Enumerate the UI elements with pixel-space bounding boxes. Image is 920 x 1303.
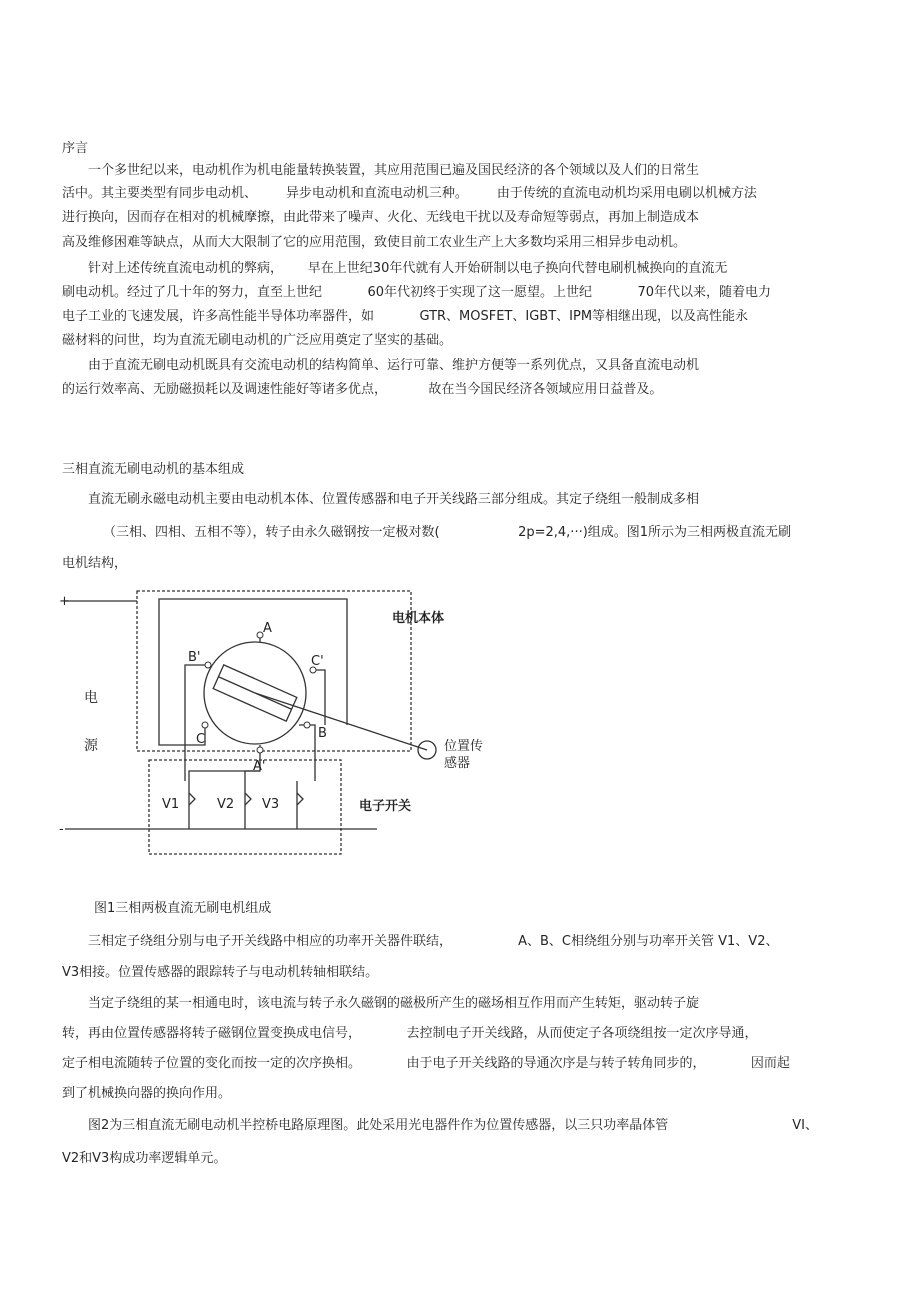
sensor-label-line1: 位置传 [444,739,484,754]
text-line: 定子相电流随转子位置的变化而按一定的次序换相。 由于电子开关线路的导通次序是与转子转角同步的， 因而起 [62,1056,790,1071]
power-label-bottom: 源 [84,738,98,754]
text-line: 针对上述传统直流电动机的弊病， 早在上世纪30年代就有人开始研制以电子换向代替电刷机械换向的直流无 [88,261,728,276]
text-line: 电子工业的飞速发展，许多高性能半导体功率器件，如 GTR、MOSFET、IGBT、IPM等相继出现，以及高性能永 [62,309,749,324]
motor-body-label: 电机本体 [392,611,445,626]
text-line: 磁材料的问世，均为直流无刷电动机的广泛应用奠定了坚实的基础。 [62,333,453,348]
text-line: 进行换向，因而存在相对的机械摩擦，由此带来了噪声、火化、无线电干扰以及寿命短等弱点，再加上制造成本 [62,210,700,225]
text-line: 到了机械换向器的换向作用。 [62,1086,232,1101]
node-a-prime-label: A' [253,759,266,774]
text-line: 由于直流无刷电动机既具有交流电动机的结构简单、运行可靠、维护方便等一系列优点，又具备直流电动机 [88,358,700,373]
minus-label: - [59,822,64,837]
figure-caption: 图1三相两极直流无刷电机组成 [94,901,272,916]
text-line: 一个多世纪以来，电动机作为机电能量转换装置，其应用范围已遍及国民经济的各个领域以及人们的日常生 [88,163,700,178]
preface-heading: 序言 [62,141,89,156]
text-line: 直流无刷永磁电动机主要由电动机本体、位置传感器和电子开关线路三部分组成。其定子绕组一般制成多相 [88,492,700,507]
text-line: V2和V3构成功率逻辑单元。 [62,1151,227,1166]
plus-label: + [59,594,70,609]
node-c-prime-label: C' [311,654,324,669]
motor-diagram [55,585,505,860]
text-line: 电机结构， [62,556,128,571]
text-line: 三相定子绕组分别与电子开关线路中相应的功率开关器件联结， A、B、C相绕组分别与功率开关管 V1、V2、 [88,934,779,949]
power-label-top: 电 [84,690,98,706]
sensor-shaft [255,693,427,750]
text-line: V3相接。位置传感器的跟踪转子与电动机转轴相联结。 [62,965,379,980]
motor-body-box [137,591,411,751]
text-line: 转，再由位置传感器将转子磁钢位置变换成电信号， 去控制电子开关线路，从而使定子各项绕组按一定次序导通， [62,1026,758,1041]
text-line: 高及维修困难等缺点，从而大大限制了它的应用范围，致使目前工农业生产上大多数均采用三相异步电动机。 [62,235,687,250]
text-line: 刷电动机。经过了几十年的努力，直至上世纪 60年代初终于实现了这一愿望。上世纪 70年代以来，随着电力 [62,285,771,300]
text-line: 当定子绕组的某一相通电时，该电流与转子永久磁钢的磁极所产生的磁场相互作用而产生转矩，驱动转子旋 [88,996,700,1011]
text-line: （三相、四相、五相不等），转子由永久磁钢按一定极对数( 2p=2,4,···)组成。图1所示为三相两极直流无刷 [103,525,792,540]
text-line: 活中。其主要类型有同步电动机、 异步电动机和直流电动机三种。 由于传统的直流电动机均采用电刷以机械方法 [62,186,757,201]
node-b-prime-label: B' [188,650,201,665]
node-c-label: C [196,732,206,747]
v1-label: V1 [162,797,180,812]
text-line: 的运行效率高、无励磁损耗以及调速性能好等诸多优点， 故在当今国民经济各领域应用日益普及。 [62,382,663,397]
switch-label: 电子开关 [359,799,412,814]
section-heading: 三相直流无刷电动机的基本组成 [62,462,245,477]
v2-label: V2 [217,797,235,812]
v3-label: V3 [262,797,280,812]
sensor-label-line2: 感器 [444,756,471,771]
text-line: 图2为三相直流无刷电动机半控桥电路原理图。此处采用光电器件作为位置传感器，以三只功率晶体管 VI、 [88,1118,818,1133]
node-b-label: B [318,726,327,741]
node-a-label: A [263,621,272,636]
